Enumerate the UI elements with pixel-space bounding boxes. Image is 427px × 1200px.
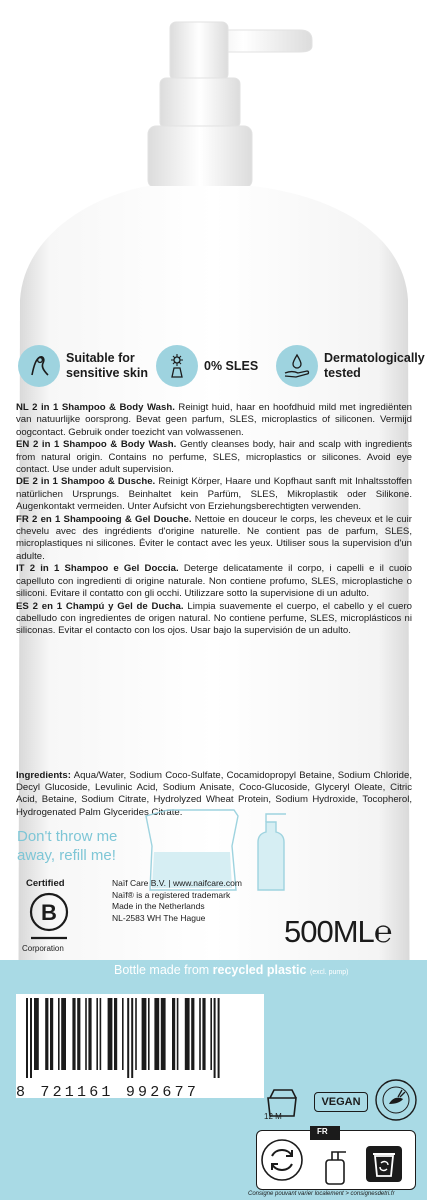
company-line3: Made in the Netherlands <box>112 901 205 911</box>
estimated-sign: ℮ <box>373 914 392 949</box>
language-title: 2 in 1 Shampoo & Body Wash. <box>32 402 175 413</box>
barcode-bar <box>58 998 60 1070</box>
sensitive-skin-icon <box>18 345 60 387</box>
barcode-bar <box>26 998 28 1078</box>
bcorp-certified-label: Certified <box>26 878 65 889</box>
barcode-bar <box>61 998 66 1070</box>
language-title: 2 en 1 Champú y Gel de Ducha. <box>32 600 184 612</box>
language-text: Limpia suavemente el cuerpo, el cabello y el cuero cabelludo con ingredientes de origen natural. No contiene perfume, SLES, microplásticos ni siliconas. Evitar el contacto con los ojos. Usar bajo la supervisión de un adulto. <box>16 600 412 637</box>
language-code: ES <box>16 600 29 612</box>
language-title: 2 in 1 Shampoo & Body Wash. <box>32 439 177 451</box>
feature-sensitive-skin <box>18 345 148 387</box>
barcode-bar <box>114 998 117 1070</box>
recycled-statement <box>114 963 348 977</box>
company-line4: NL-2583 WH The Hague <box>112 912 206 923</box>
volume <box>284 914 391 950</box>
language-code: FR <box>16 513 29 525</box>
description-de <box>16 476 412 513</box>
pao-label: 12 M <box>264 1112 282 1121</box>
language-text: Nettoie en douceur le corps, les cheveux et le cuir chevelu avec des ingrédients d'origine naturelle. Ne contient pas de parfum, SLES, microplastiques ni silicones. Éviter le contact avec les yeux. Utiliser sous la supervision d'un adulte. <box>16 513 412 562</box>
barcode-bar <box>96 998 98 1070</box>
language-title: 2 en 1 Shampooing & Gel Douche. <box>32 513 192 525</box>
bcorp-letter: B <box>41 900 57 925</box>
barcode-bar <box>191 998 194 1070</box>
feature-label-line2: tested <box>324 366 361 380</box>
description-block <box>16 402 412 638</box>
language-code: NL <box>16 402 29 413</box>
pump-bottle-icon <box>318 1144 358 1186</box>
barcode-bar <box>50 998 53 1070</box>
ingredients-label: Ingredients: <box>16 769 71 781</box>
company-info <box>112 878 242 924</box>
barcode-bar <box>142 998 147 1070</box>
description-nl <box>16 402 412 439</box>
barcode-bar <box>72 998 75 1070</box>
barcode-digits: 8 721161 992677 <box>16 1084 200 1101</box>
feature-0-sles <box>156 345 258 387</box>
description-fr <box>16 514 412 564</box>
barcode-bar <box>85 998 87 1070</box>
barcode-bar <box>161 998 166 1070</box>
consigne-text: Consigne pouvant varier localement > consignesdetri.fr <box>248 1191 395 1197</box>
feature-label-line1: Suitable for <box>66 351 135 365</box>
barcode-bar <box>34 998 39 1070</box>
barcode-bar <box>122 998 124 1070</box>
language-title: 2 in 1 Shampoo e Gel Doccia. <box>29 563 179 575</box>
bcorp-corporation-label: Corporation <box>22 944 64 953</box>
refill-bottle-icon <box>258 822 284 890</box>
barcode-bar <box>135 998 137 1070</box>
feature-label-line1: 0% SLES <box>204 358 259 373</box>
barcode-bar <box>45 998 48 1070</box>
language-code: IT <box>16 563 25 575</box>
language-text: Reinigt huid, haar en hoofdhuid mild met ingrediënten van natuurlijke oorsprong. Bevat geen parfum, SLES, microplastics of siliconen. Vermijd oogcontact. Gebruik onder toezicht van volwassenen. <box>16 402 412 438</box>
recycled-prefix: Bottle made from <box>114 963 213 977</box>
barcode-bar <box>214 998 216 1078</box>
feature-label-line1: Dermatologically <box>324 351 425 365</box>
language-code: DE <box>16 476 30 488</box>
barcode-bar <box>177 998 179 1070</box>
flower-bottle-icon <box>156 345 198 387</box>
triman-icon <box>258 1136 306 1184</box>
feature-label-line2: sensitive skin <box>66 366 148 380</box>
ingredients-text: Aqua/Water, Sodium Coco-Sulfate, Cocamidopropyl Betaine, Sodium Chloride, Decyl Glucoside, Levulinic Acid, Sodium Anisate, Coco-Glucoside, Glyceryl Oleate, Citric Acid, Betaine, Sodium Citrate, Hydrolyzed Wheat Protein, Sodium Hydroxide, Tocopherol, Hydrogenated Palm Glycerides Citrate. <box>16 769 413 818</box>
barcode-bar <box>108 998 113 1070</box>
barcode-bar <box>100 998 102 1070</box>
leaping-bunny-icon <box>374 1078 418 1122</box>
barcode-bar <box>127 998 129 1078</box>
description-en <box>16 439 412 476</box>
language-title: 2 in 1 Shampoo & Dusche. <box>32 476 156 488</box>
triman-country: FR <box>317 1127 328 1136</box>
language-text: Reinigt Körper, Haare und Kopfhaut sanft mit Inhaltsstoffen natürlichen Ursprungs. Beinhaltet kein Parfüm, SLES, Mikroplastik oder Silikone. Augenkontakt vermeiden. Unter Aufsicht von Erziehungsberechtigten verwenden. <box>16 476 413 513</box>
barcode-bar <box>30 998 32 1078</box>
recycling-bin-icon <box>362 1142 406 1186</box>
barcode-bar <box>131 998 133 1078</box>
barcode-bar <box>88 998 91 1070</box>
refill-line2: away, refill me! <box>17 847 116 864</box>
company-line1: Naïf Care B.V. | www.naifcare.com <box>112 878 242 888</box>
feature-dermatologically-tested <box>276 345 425 387</box>
company-line2: Naïf® is a registered trademark <box>112 889 231 900</box>
barcode-bar <box>199 998 201 1070</box>
barcode-bar <box>172 998 175 1070</box>
language-code: EN <box>16 439 30 451</box>
barcode-bar <box>218 998 220 1078</box>
barcode-bar <box>202 998 205 1070</box>
language-text: Gently cleanses body, hair and scalp with ingredients from natural origin. Contains no perfume, SLES, microplastics or silicones. Avoid eye contact. Use under adult supervision. <box>16 439 412 476</box>
bcorp-logo-icon <box>28 892 70 942</box>
barcode-bar <box>210 998 212 1070</box>
barcode-bar <box>148 998 150 1070</box>
hand-drop-icon <box>276 345 318 387</box>
barcode <box>20 998 260 1078</box>
recycled-bold: recycled plastic <box>212 963 307 977</box>
barcode-bar <box>185 998 190 1070</box>
barcode-bar <box>77 998 80 1070</box>
language-text: Deterge delicatamente il corpo, i capelli e il cuoio capelluto con ingredienti di origine naturale. Non contiene profumo, SLES, microplastiche o siliconi. Evitare il contatto con gli occhi. Utilizzare sotto la supervisione di un adulto. <box>16 563 412 600</box>
vegan-badge: VEGAN <box>314 1092 368 1112</box>
barcode-bar <box>154 998 159 1070</box>
description-it <box>16 563 412 600</box>
recycled-note: (excl. pump) <box>309 969 349 976</box>
refill-message <box>17 827 137 865</box>
description-es <box>16 601 412 638</box>
volume-value: 500ML <box>284 914 374 949</box>
refill-line1: Don't throw me <box>17 828 118 845</box>
